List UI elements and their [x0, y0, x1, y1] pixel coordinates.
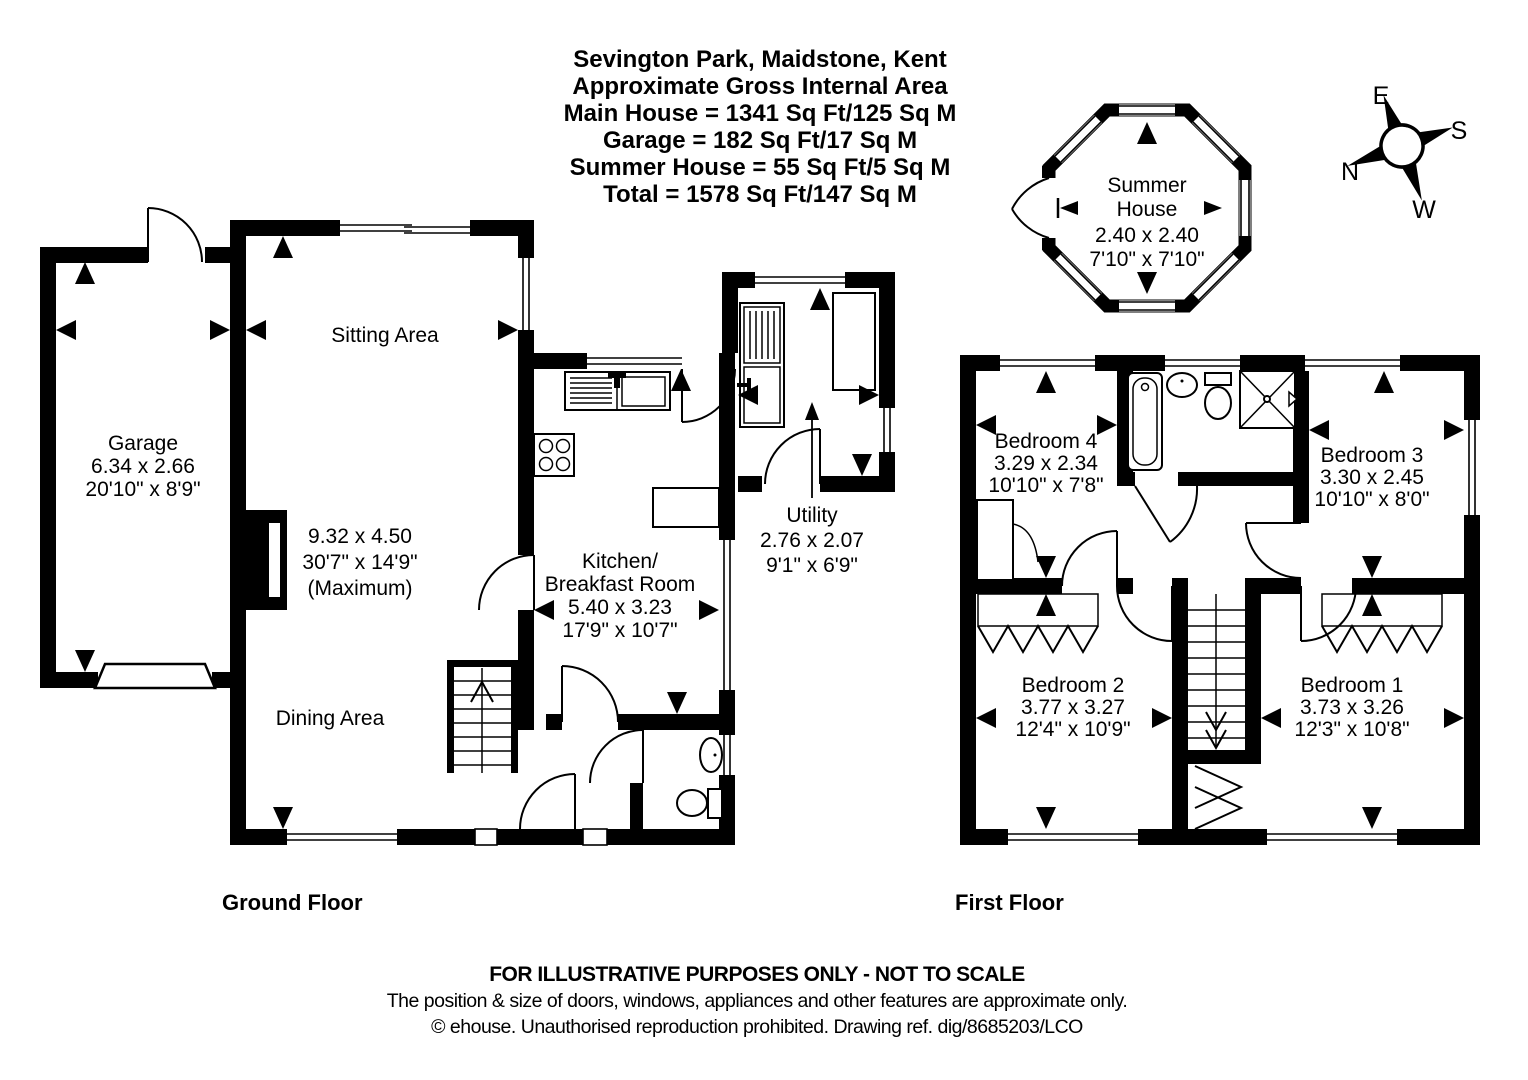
room-name: Bedroom 1 [1300, 674, 1404, 697]
room-name: Bedroom 3 [1320, 444, 1424, 467]
utility-counter [833, 293, 875, 390]
room-name: Bedroom 4 [994, 430, 1098, 453]
room-bedroom4 [988, 430, 1103, 497]
room-kitchen [545, 550, 696, 642]
title-line: Sevington Park, Maidstone, Kent [573, 46, 947, 73]
footer-line: © ehouse. Unauthorised reproduction prohibited. Drawing ref. dig/8685203/LCO [431, 1016, 1083, 1038]
room-name: Bedroom 2 [1021, 674, 1125, 697]
room-dims-note: (Maximum) [307, 577, 413, 600]
footer-line: The position & size of doors, windows, appliances and other features are approximate only. [386, 990, 1128, 1012]
bathroom-toilet-fixture [1205, 373, 1231, 419]
kitchen-dining-door [479, 555, 534, 610]
title-line: Summer House = 55 Sq Ft/5 Sq M [569, 154, 951, 181]
room-dims-metric: 5.40 x 3.23 [568, 596, 672, 619]
summer-house-door [1012, 166, 1058, 250]
room-dims-imperial: 30'7" x 14'9" [302, 551, 418, 574]
room-garage [85, 432, 200, 501]
room-dims-imperial: 20'10" x 8'9" [85, 478, 201, 501]
first-floor-title: First Floor [955, 890, 1064, 915]
room-dims-metric: 3.73 x 3.26 [1300, 696, 1404, 719]
room-dims-metric: 6.34 x 2.66 [91, 455, 195, 478]
compass-north-label: N [1340, 158, 1360, 186]
bathroom-basin-fixture [1167, 373, 1197, 397]
title-block [564, 46, 957, 208]
room-dims-imperial: 7'10" x 7'10" [1089, 248, 1205, 271]
room-dims-imperial: 10'10" x 7'8" [988, 474, 1104, 497]
bath-fixture [1128, 373, 1162, 470]
wc-basin-fixture [700, 738, 722, 772]
bedroom4-door [1062, 531, 1117, 586]
room-dims-imperial: 17'9" x 10'7" [562, 619, 678, 642]
ground-floor-plan [40, 208, 895, 845]
room-dims-metric: 2.40 x 2.40 [1095, 224, 1199, 247]
room-name: Breakfast Room [544, 573, 696, 596]
shower-fixture [1240, 371, 1297, 428]
room-dims-imperial: 9'1" x 6'9" [766, 554, 858, 577]
fireplace [268, 522, 281, 598]
summer-house-plan [1012, 106, 1249, 310]
bedroom2-wardrobe [978, 594, 1098, 652]
open-plan-dims [302, 525, 417, 600]
kitchen-sink-fixture [565, 372, 670, 410]
hob-fixture [534, 434, 574, 476]
ground-stairs [454, 668, 511, 773]
room-dims-imperial: 10'10" x 8'0" [1314, 488, 1430, 511]
first-floor-stairs [1188, 594, 1245, 748]
compass-rose-icon [1329, 77, 1473, 224]
room-dims-metric: 9.32 x 4.50 [308, 525, 412, 548]
kitchen-hall-door [562, 666, 618, 722]
room-dims-metric: 3.30 x 2.45 [1320, 466, 1424, 489]
bedroom3-door [1246, 523, 1301, 578]
room-bedroom2 [1015, 674, 1130, 741]
wc-toilet-fixture [677, 789, 722, 818]
room-dims-imperial: 12'4" x 10'9" [1015, 718, 1131, 741]
compass-west-label: W [1412, 196, 1436, 224]
compass-south-label: S [1450, 117, 1468, 145]
bedroom2-door [1117, 586, 1172, 641]
room-dining-area-label: Dining Area [275, 707, 385, 730]
room-bedroom1 [1294, 674, 1409, 741]
title-line: Garage = 182 Sq Ft/17 Sq M [602, 127, 918, 154]
room-dims-imperial: 12'3" x 10'8" [1294, 718, 1410, 741]
title-line: Main House = 1341 Sq Ft/125 Sq M [563, 100, 957, 127]
kitchen-counter [653, 488, 719, 527]
ground-floor-fixtures [95, 293, 875, 818]
room-name: Utility [786, 504, 838, 527]
room-dims-metric: 3.77 x 3.27 [1021, 696, 1125, 719]
garage-door [95, 664, 215, 688]
room-name: Garage [107, 432, 179, 455]
room-sitting-area-label: Sitting Area [331, 324, 439, 347]
room-bedroom3 [1314, 444, 1429, 511]
bedroom1-wardrobe [1322, 594, 1442, 652]
room-name: Kitchen/ [582, 550, 658, 573]
room-name: House [1116, 198, 1178, 221]
bedroom4-cupboard [977, 500, 1038, 580]
room-name: Summer [1107, 174, 1187, 197]
footer-line: FOR ILLUSTRATIVE PURPOSES ONLY - NOT TO SCALE [489, 963, 1025, 986]
compass-east-label: E [1372, 82, 1390, 110]
footer-disclaimer [387, 963, 1128, 1038]
room-dims-metric: 2.76 x 2.07 [760, 529, 864, 552]
first-floor-plan [960, 355, 1480, 845]
utility-sink-fixture [737, 303, 784, 427]
bathroom-door [1135, 486, 1197, 542]
entry-door [148, 208, 202, 262]
ground-floor-title: Ground Floor [222, 890, 363, 915]
title-line: Approximate Gross Internal Area [572, 73, 948, 100]
wc-door [590, 730, 643, 783]
dining-hall-door [520, 774, 575, 829]
airing-cupboard-shelves [1195, 766, 1241, 829]
title-line: Total = 1578 Sq Ft/147 Sq M [603, 181, 917, 208]
first-floor-walls [960, 355, 1480, 845]
room-dims-metric: 3.29 x 2.34 [994, 452, 1098, 475]
